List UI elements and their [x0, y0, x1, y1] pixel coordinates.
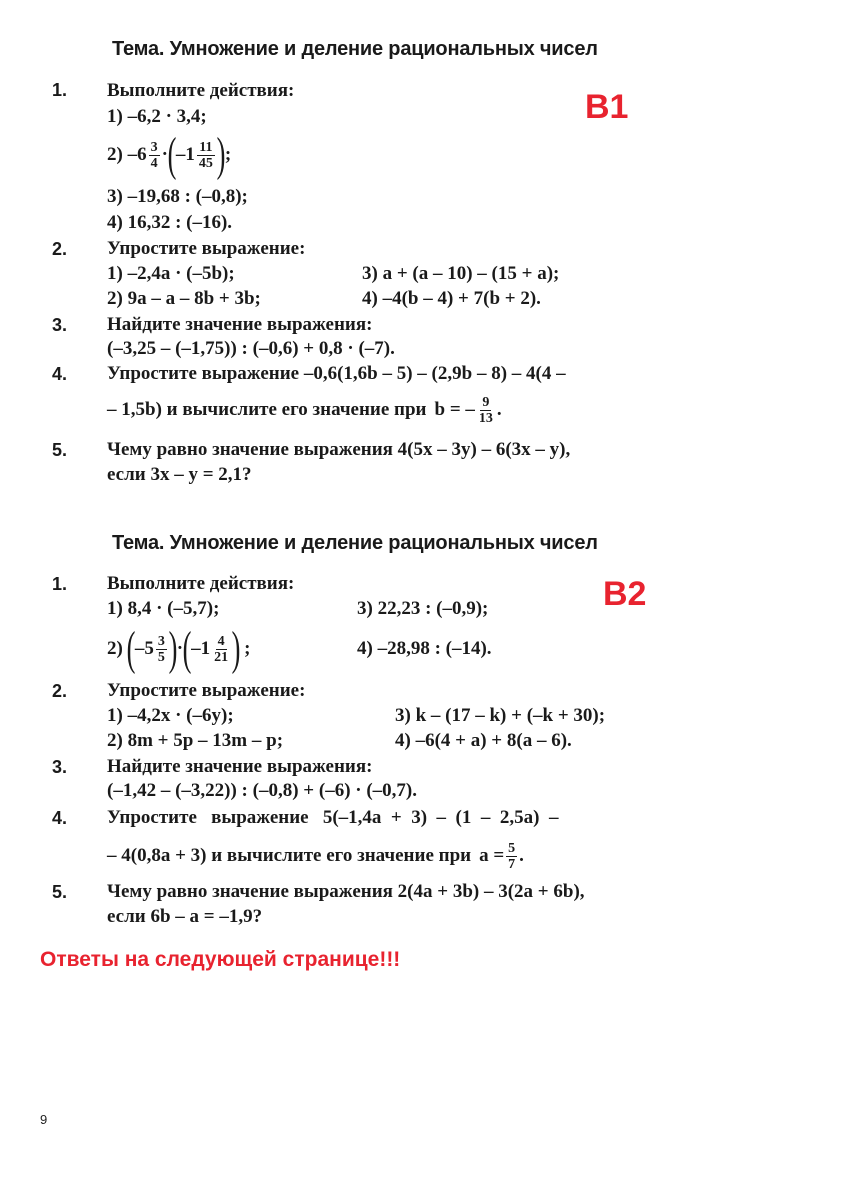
v2-topic: Тема. Умножение и деление рациональных чисел — [112, 532, 598, 554]
v1-fraction2-denominator: 45 — [198, 155, 213, 171]
v1-fraction1-numerator: 3 — [150, 139, 158, 155]
v2-task1-item2-prefix: 2) — [107, 638, 123, 659]
v1-task4-denominator: 13 — [478, 410, 493, 426]
v2-task2-item2: 2) 8m + 5p – 13m – p; — [107, 730, 284, 751]
v1-task2-title: Упростите выражение: — [107, 238, 306, 259]
v2-variant-label: В2 — [603, 575, 647, 613]
v2-task4-fraction — [506, 841, 517, 872]
v1-task4-end: . — [496, 399, 502, 420]
v2-task1-item2-fraction2 — [212, 634, 230, 665]
v1-task2-item2: 2) 9a – a – 8b + 3b; — [107, 288, 261, 309]
v1-task2-item1: 1) –2,4a · (–5b); — [107, 263, 235, 284]
v2-task5-line1: Чему равно значение выражения 2(4a + 3b) – 3(2a + 6b), — [107, 881, 585, 902]
v1-task4-line2 — [107, 388, 502, 432]
v1-task5-number: 5. — [52, 440, 68, 460]
answers-notice: Ответы на следующей странице!!! — [40, 948, 401, 971]
v1-task1-title: Выполните действия: — [107, 80, 295, 101]
v1-task4-fraction — [477, 395, 495, 426]
v2-task5-line2: если 6b – a = –1,9? — [107, 906, 263, 927]
v2-task4-numerator: 5 — [508, 840, 516, 856]
v2-task3-title: Найдите значение выражения: — [107, 756, 373, 777]
v1-task1-number: 1. — [52, 80, 68, 100]
v2-task4-line2-text: – 4(0,8a + 3) и вычислите его значение при — [107, 845, 472, 866]
v1-task1-item2 — [107, 130, 231, 180]
v2-paren-open-2: ( — [182, 622, 192, 675]
v2-fraction1-numerator: 3 — [157, 633, 165, 649]
v2-paren-close-2: ) — [231, 622, 241, 675]
v2-task1-item4: 4) –28,98 : (–14). — [357, 638, 492, 659]
v1-task2-item3: 3) a + (a – 10) – (15 + a); — [362, 263, 560, 284]
v2-task1-number: 1. — [52, 574, 68, 594]
v2-task1-title: Выполните действия: — [107, 573, 295, 594]
v2-task1-item1: 1) 8,4 · (–5,7); — [107, 598, 220, 619]
v1-topic: Тема. Умножение и деление рациональных чисел — [112, 38, 598, 60]
v2-paren-open-1: ( — [126, 622, 136, 675]
v1-task1-item2-prefix: 2) –6 — [107, 144, 147, 165]
v2-paren-close-1: ) — [168, 622, 178, 675]
v1-task1-item2-inner: –1 — [175, 144, 195, 165]
v1-task2-item4: 4) –4(b – 4) + 7(b + 2). — [362, 288, 541, 309]
v2-fraction2-numerator: 4 — [217, 633, 225, 649]
v2-task3-number: 3. — [52, 757, 68, 777]
v1-task1-item4: 4) 16,32 : (–16). — [107, 212, 233, 233]
v2-task1-item2-dot: · — [176, 638, 184, 659]
v2-task1-item2-a: –5 — [134, 638, 154, 659]
v1-task1-item2-end: ; — [224, 144, 232, 165]
v2-task1-item2-end: ; — [244, 638, 251, 659]
v2-task5-number: 5. — [52, 882, 68, 902]
v2-task1-item2-fraction1 — [156, 634, 167, 665]
v1-task1-item1: 1) –6,2 · 3,4; — [107, 106, 207, 127]
v2-task2-item1: 1) –4,2x · (–6y); — [107, 705, 234, 726]
v2-task2-title: Упростите выражение: — [107, 680, 306, 701]
v2-task1-item2 — [107, 624, 250, 674]
v2-task2-item3: 3) k – (17 – k) + (–k + 30); — [395, 705, 606, 726]
v1-task4-line2-text: – 1,5b) и вычислите его значение при — [107, 399, 427, 420]
v1-task5-line1: Чему равно значение выражения 4(5x – 3y) – 6(3x – y), — [107, 439, 571, 460]
v1-task1-item3: 3) –19,68 : (–0,8); — [107, 186, 248, 207]
v1-task3-title: Найдите значение выражения: — [107, 314, 373, 335]
v2-fraction1-denominator: 5 — [157, 649, 165, 665]
v2-task4-line1: Упростите выражение 5(–1,4a + 3) – (1 – 2,5a) – — [107, 807, 559, 828]
v2-fraction2-denominator: 21 — [214, 649, 229, 665]
v1-task4-number: 4. — [52, 364, 68, 384]
v2-task3-expression: (–1,42 – (–3,22)) : (–0,8) + (–6) · (–0,7). — [107, 780, 418, 801]
v2-task4-equation: a = — [479, 845, 505, 866]
v2-task2-item4: 4) –6(4 + a) + 8(a – 6). — [395, 730, 572, 751]
v2-task4-number: 4. — [52, 808, 68, 828]
v1-task4-line1: Упростите выражение –0,6(1,6b – 5) – (2,9b – 8) – 4(4 – — [107, 363, 566, 384]
v1-task1-item2-fraction2 — [197, 140, 215, 171]
v1-task3-number: 3. — [52, 315, 68, 335]
v2-task2-number: 2. — [52, 681, 68, 701]
v1-fraction1-denominator: 4 — [150, 155, 158, 171]
v2-task1-item2-b: –1 — [191, 638, 211, 659]
v1-task2-number: 2. — [52, 239, 68, 259]
v1-task4-numerator: 9 — [482, 394, 490, 410]
page-number: 9 — [40, 1112, 48, 1127]
v1-task3-expression: (–3,25 – (–1,75)) : (–0,6) + 0,8 · (–7). — [107, 338, 395, 359]
v1-fraction2-numerator: 11 — [199, 139, 213, 155]
v2-task4-denominator: 7 — [508, 856, 516, 872]
v1-paren-close: ) — [216, 128, 226, 181]
v1-paren-open: ( — [167, 128, 177, 181]
v1-task5-line2: если 3x – y = 2,1? — [107, 464, 252, 485]
v2-task1-item3: 3) 22,23 : (–0,9); — [357, 598, 489, 619]
v1-task1-item2-fraction1 — [149, 140, 160, 171]
v1-variant-label: В1 — [585, 88, 629, 126]
v2-task4-line2 — [107, 834, 524, 878]
v1-task1-item2-dot: · — [161, 144, 168, 165]
v1-task4-equation: b = – — [434, 399, 475, 420]
v2-task4-end: . — [519, 845, 524, 866]
